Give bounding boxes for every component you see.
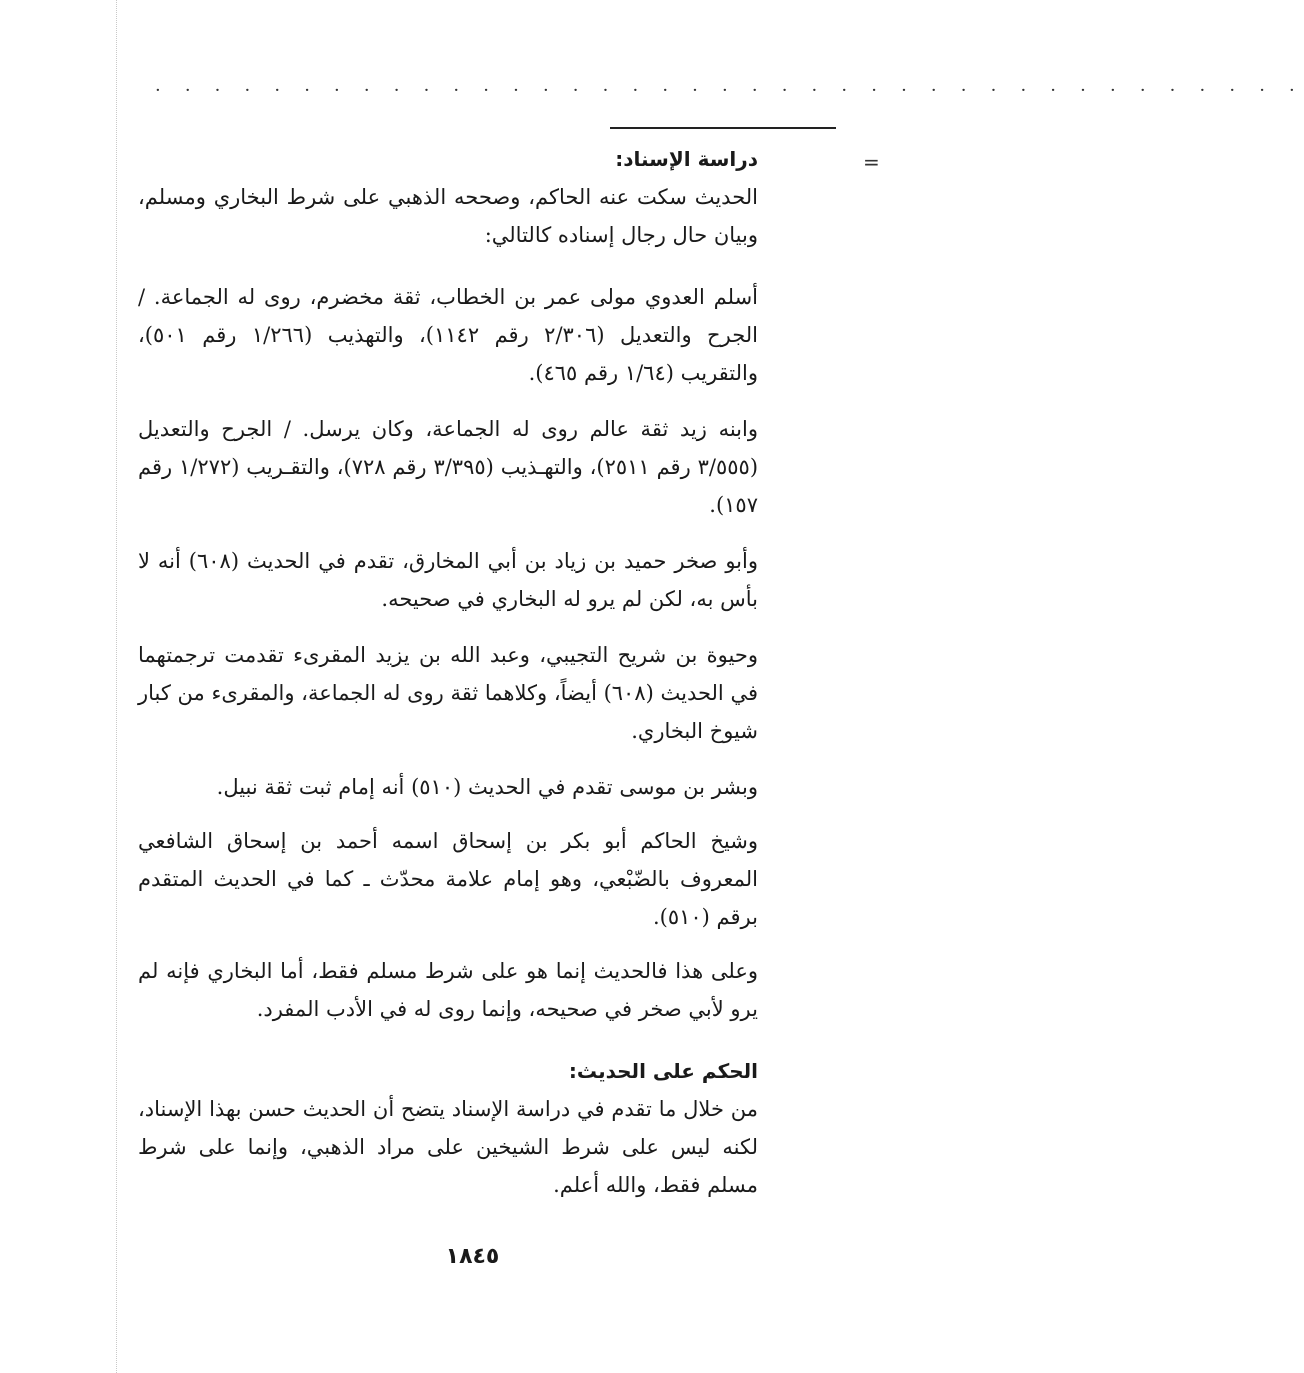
isnad-intro: الحديث سكت عنه الحاكم، وصححه الذهبي على شرط البخاري ومسلم، وبيان حال رجال إسناده كالتالي: bbox=[138, 185, 758, 247]
margin-marker: = bbox=[863, 150, 880, 174]
narrator-paragraph-abu-sakhr: وأبو صخر حميد بن زياد بن أبي المخارق، تقدم في الحديث (٦٠٨) أنه لا بأس به، لكن لم يرو له البخاري في صحيحه. bbox=[138, 549, 758, 611]
isnad-study-heading: دراسة الإسناد: bbox=[615, 147, 758, 171]
narrator-paragraph-aslam: أسلم العدوي مولى عمر بن الخطاب، ثقة مخضرم، روى له الجماعة. / الجرح والتعديل (٢/٣٠٦ رقم ١١٤٢)، والتهذيب (١/٢٦٦ رقم ٥٠١)، والتقريب (١/٦٤ رقم ٤٦٥). bbox=[138, 285, 758, 385]
narrator-paragraph-haywa: وحيوة بن شريح التجيبي، وعبد الله بن يزيد المقرىء تقدمت ترجمتهما في الحديث (٦٠٨) أيضاً، وكلاهما ثقة روى له الجماعة، والمقرىء من كبار شيوخ البخاري. bbox=[138, 643, 758, 743]
footnote-rule bbox=[610, 127, 836, 129]
commentary-body bbox=[138, 140, 758, 1204]
ruling-heading: الحكم على الحديث: bbox=[568, 1059, 758, 1083]
ruling-text: من خلال ما تقدم في دراسة الإسناد يتضح أن الحديث حسن بهذا الإسناد، لكنه ليس على شرط الشيخين على مراد الذهبي، وإنما على شرط مسلم فقط، والله أعلم. bbox=[138, 1097, 758, 1197]
page-number: ١٨٤٥ bbox=[445, 1244, 500, 1269]
isnad-conclusion: وعلى هذا فالحديث إنما هو على شرط مسلم فقط، أما البخاري فإنه لم يرو لأبي صخر في صحيحه، وإنما روى له في الأدب المفرد. bbox=[138, 959, 758, 1021]
separator-dots: · · · · · · · · · · · · · · · · · · · · · · · · · · · · · · · · · · · · · · · bbox=[155, 80, 1304, 101]
narrator-paragraph-bishr: وبشر بن موسى تقدم في الحديث (٥١٠) أنه إمام ثبت ثقة نبيل. bbox=[216, 775, 758, 799]
narrator-paragraph-hakim-shaykh: وشيخ الحاكم أبو بكر بن إسحاق اسمه أحمد بن إسحاق الشافعي المعروف بالضّبْعي، وهو إمام علامة محدّث ـ كما في الحديث المتقدم برقم (٥١٠). bbox=[138, 829, 758, 929]
page-edge-line bbox=[116, 0, 117, 1373]
narrator-paragraph-zayd: وابنه زيد ثقة عالم روى له الجماعة، وكان يرسل. / الجرح والتعديل (٣/٥٥٥ رقم ٢٥١١)، والتهـذيب (٣/٣٩٥ رقم ٧٢٨)، والتقـريب (١/٢٧٢ رقم ١٥٧). bbox=[138, 417, 759, 517]
